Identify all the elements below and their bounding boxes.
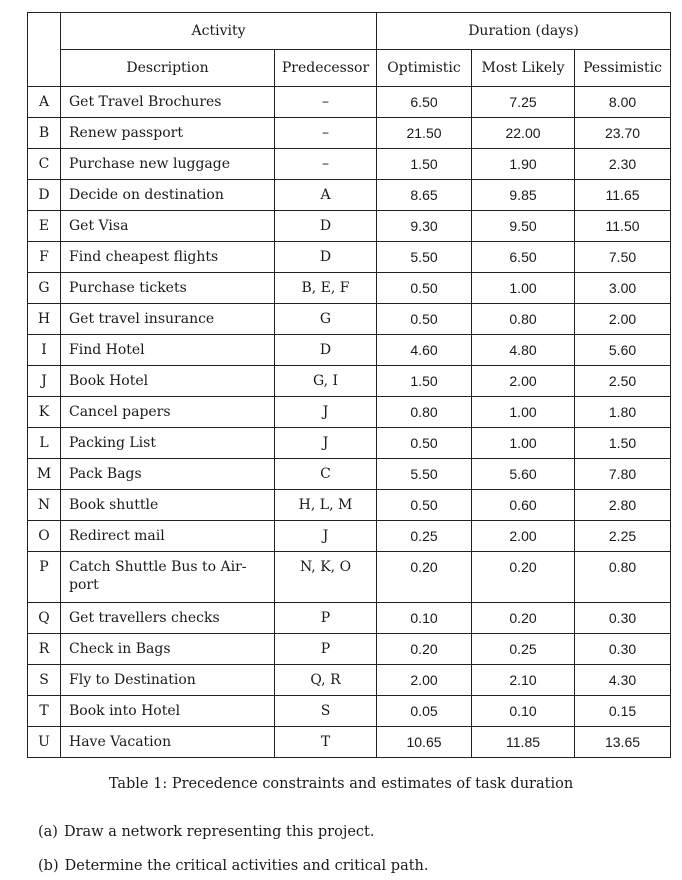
table-row xyxy=(28,397,671,428)
activity-predecessor-cell xyxy=(275,521,377,552)
optimistic-value-cell xyxy=(377,273,472,304)
optimistic-value-cell xyxy=(377,521,472,552)
optimistic-value-cell xyxy=(377,459,472,490)
optimistic-value: 21.50 xyxy=(406,125,442,141)
pessimistic-value-cell xyxy=(575,211,671,242)
table-row xyxy=(28,459,671,490)
activity-id: H xyxy=(37,311,51,327)
activity-description-cell xyxy=(61,335,275,366)
most-likely-value-cell xyxy=(472,87,575,118)
duration-header: Duration (days) xyxy=(377,13,671,50)
most-likely-value-cell xyxy=(472,366,575,397)
pessimistic-value: 2.00 xyxy=(608,311,637,327)
activity-id: T xyxy=(39,703,49,719)
optimistic-value-cell xyxy=(377,180,472,211)
activity-description-cell xyxy=(61,87,275,118)
description-header: Description xyxy=(61,50,275,87)
activity-id-cell xyxy=(28,242,61,273)
table-row xyxy=(28,428,671,459)
activity-id-cell xyxy=(28,521,61,552)
table-row xyxy=(28,180,671,211)
pessimistic-value: 0.30 xyxy=(608,610,637,626)
pessimistic-value: 1.50 xyxy=(608,435,637,451)
activity-predecessor-cell xyxy=(275,696,377,727)
activity-id-cell xyxy=(28,490,61,521)
activity-description: Packing List xyxy=(69,435,156,451)
pessimistic-value-cell xyxy=(575,118,671,149)
most-likely-value: 4.80 xyxy=(509,342,537,358)
most-likely-value: 0.25 xyxy=(509,641,537,657)
most-likely-value-cell xyxy=(472,397,575,428)
activity-description: Book into Hotel xyxy=(69,703,181,719)
activity-description: Get Travel Brochures xyxy=(69,94,222,110)
table-row xyxy=(28,634,671,665)
optimistic-value-cell xyxy=(377,727,472,758)
activity-predecessor: Q, R xyxy=(310,672,341,688)
activity-description: Renew passport xyxy=(69,125,183,141)
activity-predecessor-cell xyxy=(275,490,377,521)
id-header-cell xyxy=(28,13,61,87)
optimistic-value: 10.65 xyxy=(406,734,442,750)
activity-predecessor-cell xyxy=(275,211,377,242)
activity-id: R xyxy=(38,641,50,657)
most-likely-value: 0.10 xyxy=(509,703,537,719)
activity-predecessor-cell xyxy=(275,242,377,273)
activity-id: S xyxy=(39,672,49,688)
activity-description-cell xyxy=(61,727,275,758)
activity-description: Check in Bags xyxy=(69,641,171,657)
most-likely-value: 0.20 xyxy=(509,610,537,626)
activity-id-cell xyxy=(28,273,61,304)
optimistic-value-cell xyxy=(377,149,472,180)
activity-id-cell xyxy=(28,665,61,696)
activity-id: A xyxy=(38,94,50,110)
table-row xyxy=(28,211,671,242)
table-row xyxy=(28,273,671,304)
pessimistic-value-cell xyxy=(575,521,671,552)
optimistic-value-cell xyxy=(377,428,472,459)
activity-description-cell xyxy=(61,149,275,180)
activity-predecessor: N, K, O xyxy=(299,559,352,575)
optimistic-value-cell xyxy=(377,366,472,397)
pessimistic-value: 23.70 xyxy=(604,125,641,141)
question-label: (b) xyxy=(38,858,59,874)
activity-id-cell xyxy=(28,397,61,428)
table-row xyxy=(28,552,671,603)
activity-predecessor: P xyxy=(320,610,331,626)
activity-description-cell xyxy=(61,665,275,696)
activity-description-cell xyxy=(61,428,275,459)
table-row xyxy=(28,304,671,335)
most-likely-value: 1.00 xyxy=(509,280,537,296)
pessimistic-value: 1.80 xyxy=(608,404,637,420)
pessimistic-value-cell xyxy=(575,665,671,696)
activity-id-cell xyxy=(28,304,61,335)
optimistic-value: 6.50 xyxy=(410,94,438,110)
most-likely-value: 7.25 xyxy=(509,94,537,110)
optimistic-value-cell xyxy=(377,397,472,428)
activity-predecessor-cell xyxy=(275,727,377,758)
optimistic-value: 0.20 xyxy=(410,559,438,575)
activity-id: G xyxy=(38,280,50,296)
activity-description-cell xyxy=(61,552,275,603)
activity-predecessor: B, E, F xyxy=(301,280,350,296)
activity-id: D xyxy=(38,187,50,203)
activity-description-cell xyxy=(61,118,275,149)
most-likely-value: 9.50 xyxy=(509,218,537,234)
pessimistic-value-cell xyxy=(575,552,671,603)
most-likely-value-cell xyxy=(472,727,575,758)
optimistic-value-cell xyxy=(377,634,472,665)
pessimistic-value-cell xyxy=(575,149,671,180)
optimistic-value-cell xyxy=(377,552,472,603)
activity-predecessor-cell xyxy=(275,665,377,696)
optimistic-value: 4.60 xyxy=(410,342,438,358)
activity-description-cell xyxy=(61,397,275,428)
most-likely-value-cell xyxy=(472,242,575,273)
most-likely-value-cell xyxy=(472,335,575,366)
activity-id: B xyxy=(38,125,50,141)
pessimistic-value: 7.80 xyxy=(608,466,637,482)
activity-predecessor-cell xyxy=(275,304,377,335)
most-likely-value-cell xyxy=(472,634,575,665)
activity-predecessor-cell xyxy=(275,428,377,459)
most-likely-value-cell xyxy=(472,459,575,490)
activity-id-cell xyxy=(28,366,61,397)
optimistic-value-cell xyxy=(377,304,472,335)
optimistic-value: 2.00 xyxy=(410,672,438,688)
most-likely-value-cell xyxy=(472,696,575,727)
optimistic-value: 0.50 xyxy=(410,435,438,451)
activity-predecessor: H, L, M xyxy=(298,497,353,513)
table-body xyxy=(28,87,671,758)
activity-id-cell xyxy=(28,603,61,634)
activity-description: Find Hotel xyxy=(69,342,145,358)
activity-predecessor: A xyxy=(320,187,331,203)
pessimistic-header: Pessimistic xyxy=(575,50,671,87)
activity-predecessor: S xyxy=(320,703,331,719)
activity-predecessor: – xyxy=(322,156,329,172)
activity-id: J xyxy=(41,373,47,389)
pessimistic-value: 4.30 xyxy=(608,672,637,688)
pessimistic-value-cell xyxy=(575,428,671,459)
activity-predecessor: – xyxy=(322,125,329,141)
activity-id: O xyxy=(38,528,50,544)
activity-id-cell xyxy=(28,727,61,758)
activity-description-cell xyxy=(61,696,275,727)
activity-description: Book Hotel xyxy=(69,373,149,389)
activity-id: Q xyxy=(38,610,50,626)
table-row xyxy=(28,149,671,180)
activity-id-cell xyxy=(28,149,61,180)
optimistic-value-cell xyxy=(377,335,472,366)
activity-description: Purchase tickets xyxy=(69,280,187,296)
activity-predecessor-cell xyxy=(275,149,377,180)
activity-predecessor-cell xyxy=(275,273,377,304)
most-likely-value-cell xyxy=(472,428,575,459)
table-row xyxy=(28,521,671,552)
activity-id: F xyxy=(39,249,49,265)
activity-id-cell xyxy=(28,335,61,366)
activity-predecessor: D xyxy=(319,342,332,358)
activity-predecessor-cell xyxy=(275,603,377,634)
most-likely-value: 2.00 xyxy=(509,528,537,544)
question-b xyxy=(38,858,435,874)
activity-predecessor-cell xyxy=(275,180,377,211)
activity-predecessor-cell xyxy=(275,552,377,603)
table-caption: Table 1: Precedence constraints and estimates of task duration xyxy=(108,776,574,792)
optimistic-value-cell xyxy=(377,242,472,273)
pessimistic-value: 0.15 xyxy=(608,703,637,719)
most-likely-value: 0.80 xyxy=(509,311,537,327)
table-row xyxy=(28,603,671,634)
activity-description-continued: port xyxy=(69,577,99,593)
activity-predecessor-cell xyxy=(275,335,377,366)
activity-id: C xyxy=(38,156,50,172)
most-likely-value: 5.60 xyxy=(509,466,537,482)
activity-description: Find cheapest flights xyxy=(69,249,219,265)
pessimistic-value-cell xyxy=(575,366,671,397)
pessimistic-value-cell xyxy=(575,696,671,727)
activity-predecessor: C xyxy=(320,466,331,482)
activity-description-cell xyxy=(61,304,275,335)
activity-description-cell xyxy=(61,634,275,665)
pessimistic-value-cell xyxy=(575,634,671,665)
activity-predecessor-cell xyxy=(275,459,377,490)
activity-description-cell xyxy=(61,273,275,304)
activity-predecessor: – xyxy=(322,94,329,110)
pessimistic-value: 2.50 xyxy=(608,373,637,389)
predecessor-header: Predecessor xyxy=(275,50,377,87)
question-text: Draw a network representing this project. xyxy=(63,824,375,840)
activity-description-cell xyxy=(61,180,275,211)
most-likely-value: 0.60 xyxy=(509,497,537,513)
pessimistic-value-cell xyxy=(575,87,671,118)
activity-description-cell xyxy=(61,490,275,521)
activity-id-cell xyxy=(28,211,61,242)
activity-description: Get Visa xyxy=(69,218,129,234)
activity-id-cell xyxy=(28,118,61,149)
table-row xyxy=(28,696,671,727)
optimistic-value: 0.50 xyxy=(410,497,438,513)
pessimistic-value: 2.80 xyxy=(608,497,637,513)
pessimistic-value-cell xyxy=(575,490,671,521)
activity-description: Book shuttle xyxy=(69,497,159,513)
precedence-table xyxy=(27,12,671,758)
activity-description-cell xyxy=(61,242,275,273)
question-label: (a) xyxy=(38,824,58,840)
activity-description-cell xyxy=(61,459,275,490)
most-likely-value-cell xyxy=(472,180,575,211)
optimistic-value: 8.65 xyxy=(410,187,438,203)
pessimistic-value-cell xyxy=(575,335,671,366)
activity-id-cell xyxy=(28,87,61,118)
activity-description: Catch Shuttle Bus to Air- xyxy=(69,559,247,575)
activity-description: Fly to Destination xyxy=(69,672,196,688)
most-likely-value-cell xyxy=(472,665,575,696)
optimistic-value-cell xyxy=(377,603,472,634)
activity-description-cell xyxy=(61,211,275,242)
activity-id: K xyxy=(38,404,50,420)
activity-id-cell xyxy=(28,428,61,459)
activity-description: Get travellers checks xyxy=(69,610,220,626)
table-row xyxy=(28,665,671,696)
activity-predecessor: D xyxy=(319,249,332,265)
activity-description: Have Vacation xyxy=(69,734,172,750)
activity-predecessor: J xyxy=(322,528,329,544)
table-row xyxy=(28,87,671,118)
activity-header: Activity xyxy=(61,13,377,50)
table-row xyxy=(28,490,671,521)
activity-description: Get travel insurance xyxy=(69,311,215,327)
activity-description: Redirect mail xyxy=(69,528,165,544)
activity-id-cell xyxy=(28,552,61,603)
activity-predecessor-cell xyxy=(275,366,377,397)
pessimistic-value: 8.00 xyxy=(608,94,637,110)
most-likely-value: 9.85 xyxy=(509,187,537,203)
optimistic-value: 9.30 xyxy=(410,218,438,234)
pessimistic-value: 5.60 xyxy=(608,342,637,358)
pessimistic-value: 2.30 xyxy=(608,156,637,172)
activity-predecessor: J xyxy=(322,404,329,420)
optimistic-value: 1.50 xyxy=(410,373,438,389)
most-likely-value: 22.00 xyxy=(505,125,541,141)
most-likely-value: 0.20 xyxy=(509,559,537,575)
most-likely-value: 11.85 xyxy=(506,734,541,750)
pessimistic-value-cell xyxy=(575,273,671,304)
activity-description: Cancel papers xyxy=(69,404,171,420)
pessimistic-value-cell xyxy=(575,242,671,273)
most-likely-value: 1.00 xyxy=(509,435,537,451)
optimistic-value: 0.50 xyxy=(410,280,438,296)
activity-predecessor-cell xyxy=(275,87,377,118)
most-likely-value: 1.00 xyxy=(509,404,537,420)
question-a xyxy=(38,824,380,840)
activity-description: Purchase new luggage xyxy=(69,156,230,172)
table-row xyxy=(28,335,671,366)
optimistic-header: Optimistic xyxy=(377,50,472,87)
pessimistic-value: 2.25 xyxy=(608,528,637,544)
most-likely-value-cell xyxy=(472,521,575,552)
pessimistic-value-cell xyxy=(575,180,671,211)
pessimistic-value: 7.50 xyxy=(608,249,637,265)
most-likely-value: 2.00 xyxy=(509,373,537,389)
optimistic-value: 5.50 xyxy=(410,466,438,482)
activity-id: M xyxy=(36,466,52,482)
activity-id-cell xyxy=(28,634,61,665)
most-likely-value-cell xyxy=(472,211,575,242)
most-likely-value: 2.10 xyxy=(509,672,537,688)
pessimistic-value-cell xyxy=(575,304,671,335)
activity-predecessor-cell xyxy=(275,397,377,428)
most-likely-value: 1.90 xyxy=(509,156,537,172)
table-row xyxy=(28,366,671,397)
activity-predecessor: T xyxy=(320,734,331,750)
most-likely-value-cell xyxy=(472,149,575,180)
activity-description: Decide on destination xyxy=(69,187,224,203)
activity-id-cell xyxy=(28,459,61,490)
optimistic-value: 0.10 xyxy=(410,610,438,626)
most-likely-value-cell xyxy=(472,273,575,304)
pessimistic-value: 11.50 xyxy=(605,218,640,234)
activity-id-cell xyxy=(28,696,61,727)
table-row xyxy=(28,118,671,149)
activity-description: Pack Bags xyxy=(69,466,142,482)
pessimistic-value: 11.65 xyxy=(605,187,640,203)
activity-id-cell xyxy=(28,180,61,211)
optimistic-value: 0.50 xyxy=(410,311,438,327)
activity-id: P xyxy=(39,559,49,575)
optimistic-value: 1.50 xyxy=(410,156,438,172)
optimistic-value-cell xyxy=(377,87,472,118)
optimistic-value-cell xyxy=(377,211,472,242)
most-likely-value-cell xyxy=(472,552,575,603)
optimistic-value-cell xyxy=(377,490,472,521)
pessimistic-value-cell xyxy=(575,459,671,490)
activity-predecessor: J xyxy=(322,435,329,451)
activity-id: N xyxy=(37,497,51,513)
most-likely-value-cell xyxy=(472,118,575,149)
activity-predecessor: G, I xyxy=(312,373,339,389)
optimistic-value-cell xyxy=(377,118,472,149)
activity-description-cell xyxy=(61,366,275,397)
activity-description-cell xyxy=(61,521,275,552)
pessimistic-value-cell xyxy=(575,603,671,634)
pessimistic-value-cell xyxy=(575,397,671,428)
activity-description-cell xyxy=(61,603,275,634)
most-likely-value: 6.50 xyxy=(509,249,537,265)
optimistic-value: 0.80 xyxy=(410,404,438,420)
activity-id: I xyxy=(41,342,47,358)
activity-predecessor: G xyxy=(319,311,332,327)
pessimistic-value: 13.65 xyxy=(604,734,641,750)
optimistic-value-cell xyxy=(377,696,472,727)
optimistic-value: 5.50 xyxy=(410,249,438,265)
most-likely-value-cell xyxy=(472,304,575,335)
pessimistic-value: 0.80 xyxy=(608,559,637,575)
pessimistic-value: 0.30 xyxy=(608,641,637,657)
most-likely-header: Most Likely xyxy=(472,50,575,87)
activity-id: U xyxy=(38,734,50,750)
question-text: Determine the critical activities and critical path. xyxy=(64,858,429,874)
activity-id: L xyxy=(39,435,49,451)
activity-predecessor-cell xyxy=(275,118,377,149)
activity-predecessor-cell xyxy=(275,634,377,665)
optimistic-value-cell xyxy=(377,665,472,696)
most-likely-value-cell xyxy=(472,603,575,634)
optimistic-value: 0.05 xyxy=(410,703,438,719)
table-row xyxy=(28,727,671,758)
optimistic-value: 0.25 xyxy=(410,528,438,544)
table-row xyxy=(28,242,671,273)
activity-id: E xyxy=(38,218,50,234)
most-likely-value-cell xyxy=(472,490,575,521)
pessimistic-value-cell xyxy=(575,727,671,758)
optimistic-value: 0.20 xyxy=(410,641,438,657)
activity-predecessor: P xyxy=(320,641,331,657)
pessimistic-value: 3.00 xyxy=(608,280,637,296)
activity-predecessor: D xyxy=(319,218,332,234)
